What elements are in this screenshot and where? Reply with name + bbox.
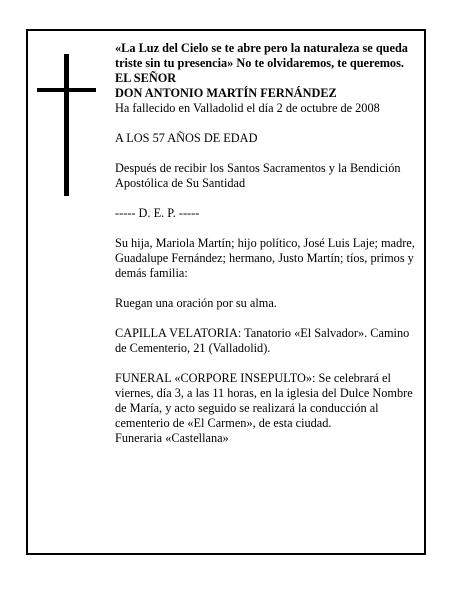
family-list: Su hija, Mariola Martín; hijo político, José Luis Laje; madre, Guadalupe Fernández; hermano, Justo Martín; tíos, primos y demás familia: [115, 236, 415, 280]
obituary-text [115, 41, 420, 446]
chapel-info: CAPILLA VELATORIA: Tanatorio «El Salvador». Camino de Cementerio, 21 (Valladolid). [115, 326, 410, 355]
rip-line: ----- D. E. P. ----- [115, 206, 200, 220]
funeral-home: Funeraria «Castellana» [115, 431, 229, 445]
sacraments-line: Después de recibir los Santos Sacramentos y la Bendición Apostólica de Su Santidad [115, 161, 401, 190]
memorial-quote: «La Luz del Cielo se te abre pero la naturaleza se queda triste sin tu presencia» No te olvidaremos, te queremos. EL SEÑOR [115, 41, 408, 85]
deceased-name: DON ANTONIO MARTÍN FERNÁNDEZ [115, 86, 337, 100]
prayer-request: Ruegan una oración por su alma. [115, 296, 277, 310]
funeral-info: FUNERAL «CORPORE INSEPULTO»: Se celebrará el viernes, día 3, a las 11 horas, en la iglesia del Dulce Nombre de María, y acto seguido se realizará la conducción al cementerio de «El Carmen», de esta ciudad. [115, 371, 413, 430]
cross-vertical-bar [64, 54, 69, 196]
age-line: A LOS 57 AÑOS DE EDAD [115, 131, 258, 145]
death-date-line: Ha fallecido en Valladolid el día 2 de octubre de 2008 [115, 101, 380, 115]
cross-horizontal-bar [37, 88, 96, 92]
